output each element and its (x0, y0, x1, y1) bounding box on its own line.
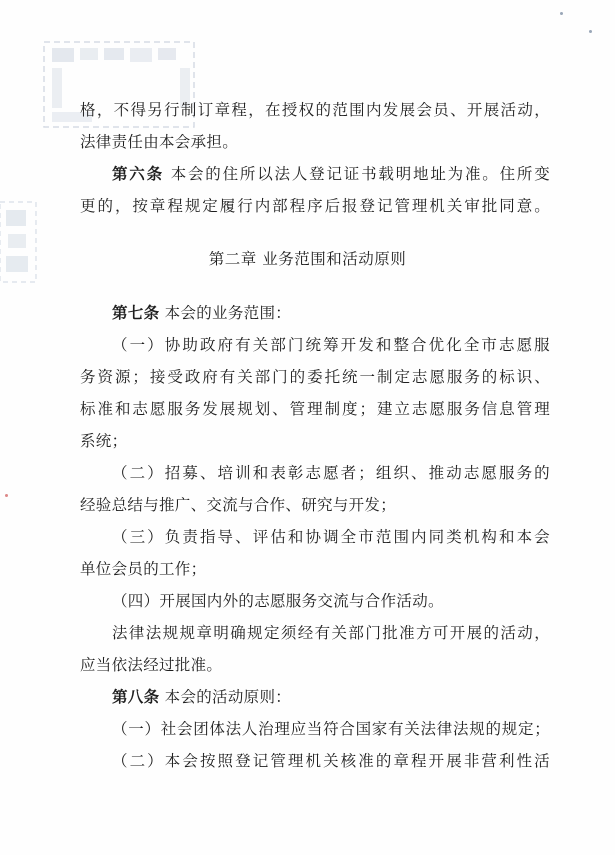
article-8-line: 第八条 本会的活动原则： (112, 687, 292, 706)
list-item-line: （三）负责指导、评估和协调全市范围内同类机构和本会 (112, 528, 550, 546)
article-label: 第八条 (112, 687, 160, 706)
scan-speck (589, 30, 592, 33)
list-item-line: （四）开展国内外的志愿服务交流与合作活动。 (112, 592, 444, 610)
article-6-line: 第六条 本会的住所以法人登记证书载明地址为准。住所变 (112, 164, 550, 183)
list-item-line: （一）协助政府有关部门统筹开发和整合优化全市志愿服 (112, 336, 550, 354)
scan-speck (560, 12, 563, 15)
list-item-line: （二）招募、培训和表彰志愿者；组织、推动志愿服务的 (112, 464, 550, 482)
body-line: 系统； (80, 432, 128, 450)
list-item-line: （一）社会团体法人治理应当符合国家有关法律法规的规定； (112, 720, 550, 738)
list-item-line: （二）本会按照登记管理机关核准的章程开展非营利性活 (112, 752, 550, 770)
article-label: 第七条 (112, 303, 160, 322)
article-7-line: 第七条 本会的业务范围： (112, 303, 292, 322)
scan-speck (5, 494, 8, 497)
body-line: 应当依法经过批准。 (80, 656, 223, 674)
body-line: 务资源；接受政府有关部门的委托统一制定志愿服务的标识、 (80, 368, 550, 386)
body-line: 格，不得另行制订章程，在授权的范围内发展会员、开展活动， (80, 101, 550, 119)
body-line: 经验总结与推广、交流与合作、研究与开发； (80, 496, 397, 514)
body-line: 法律责任由本会承担。 (80, 133, 239, 151)
article-label: 第六条 (112, 164, 164, 183)
body-line: 标准和志愿服务发展规划、管理制度；建立志愿服务信息管理 (80, 400, 550, 418)
chapter-heading: 第二章 业务范围和活动原则 (208, 250, 407, 268)
faded-seal-mark (0, 198, 48, 288)
body-line: 单位会员的工作； (80, 560, 207, 578)
body-line: 更的，按章程规定履行内部程序后报登记管理机关审批同意。 (80, 197, 550, 215)
body-line: 法律法规规章明确规定须经有关部门批准方可开展的活动， (112, 624, 550, 642)
